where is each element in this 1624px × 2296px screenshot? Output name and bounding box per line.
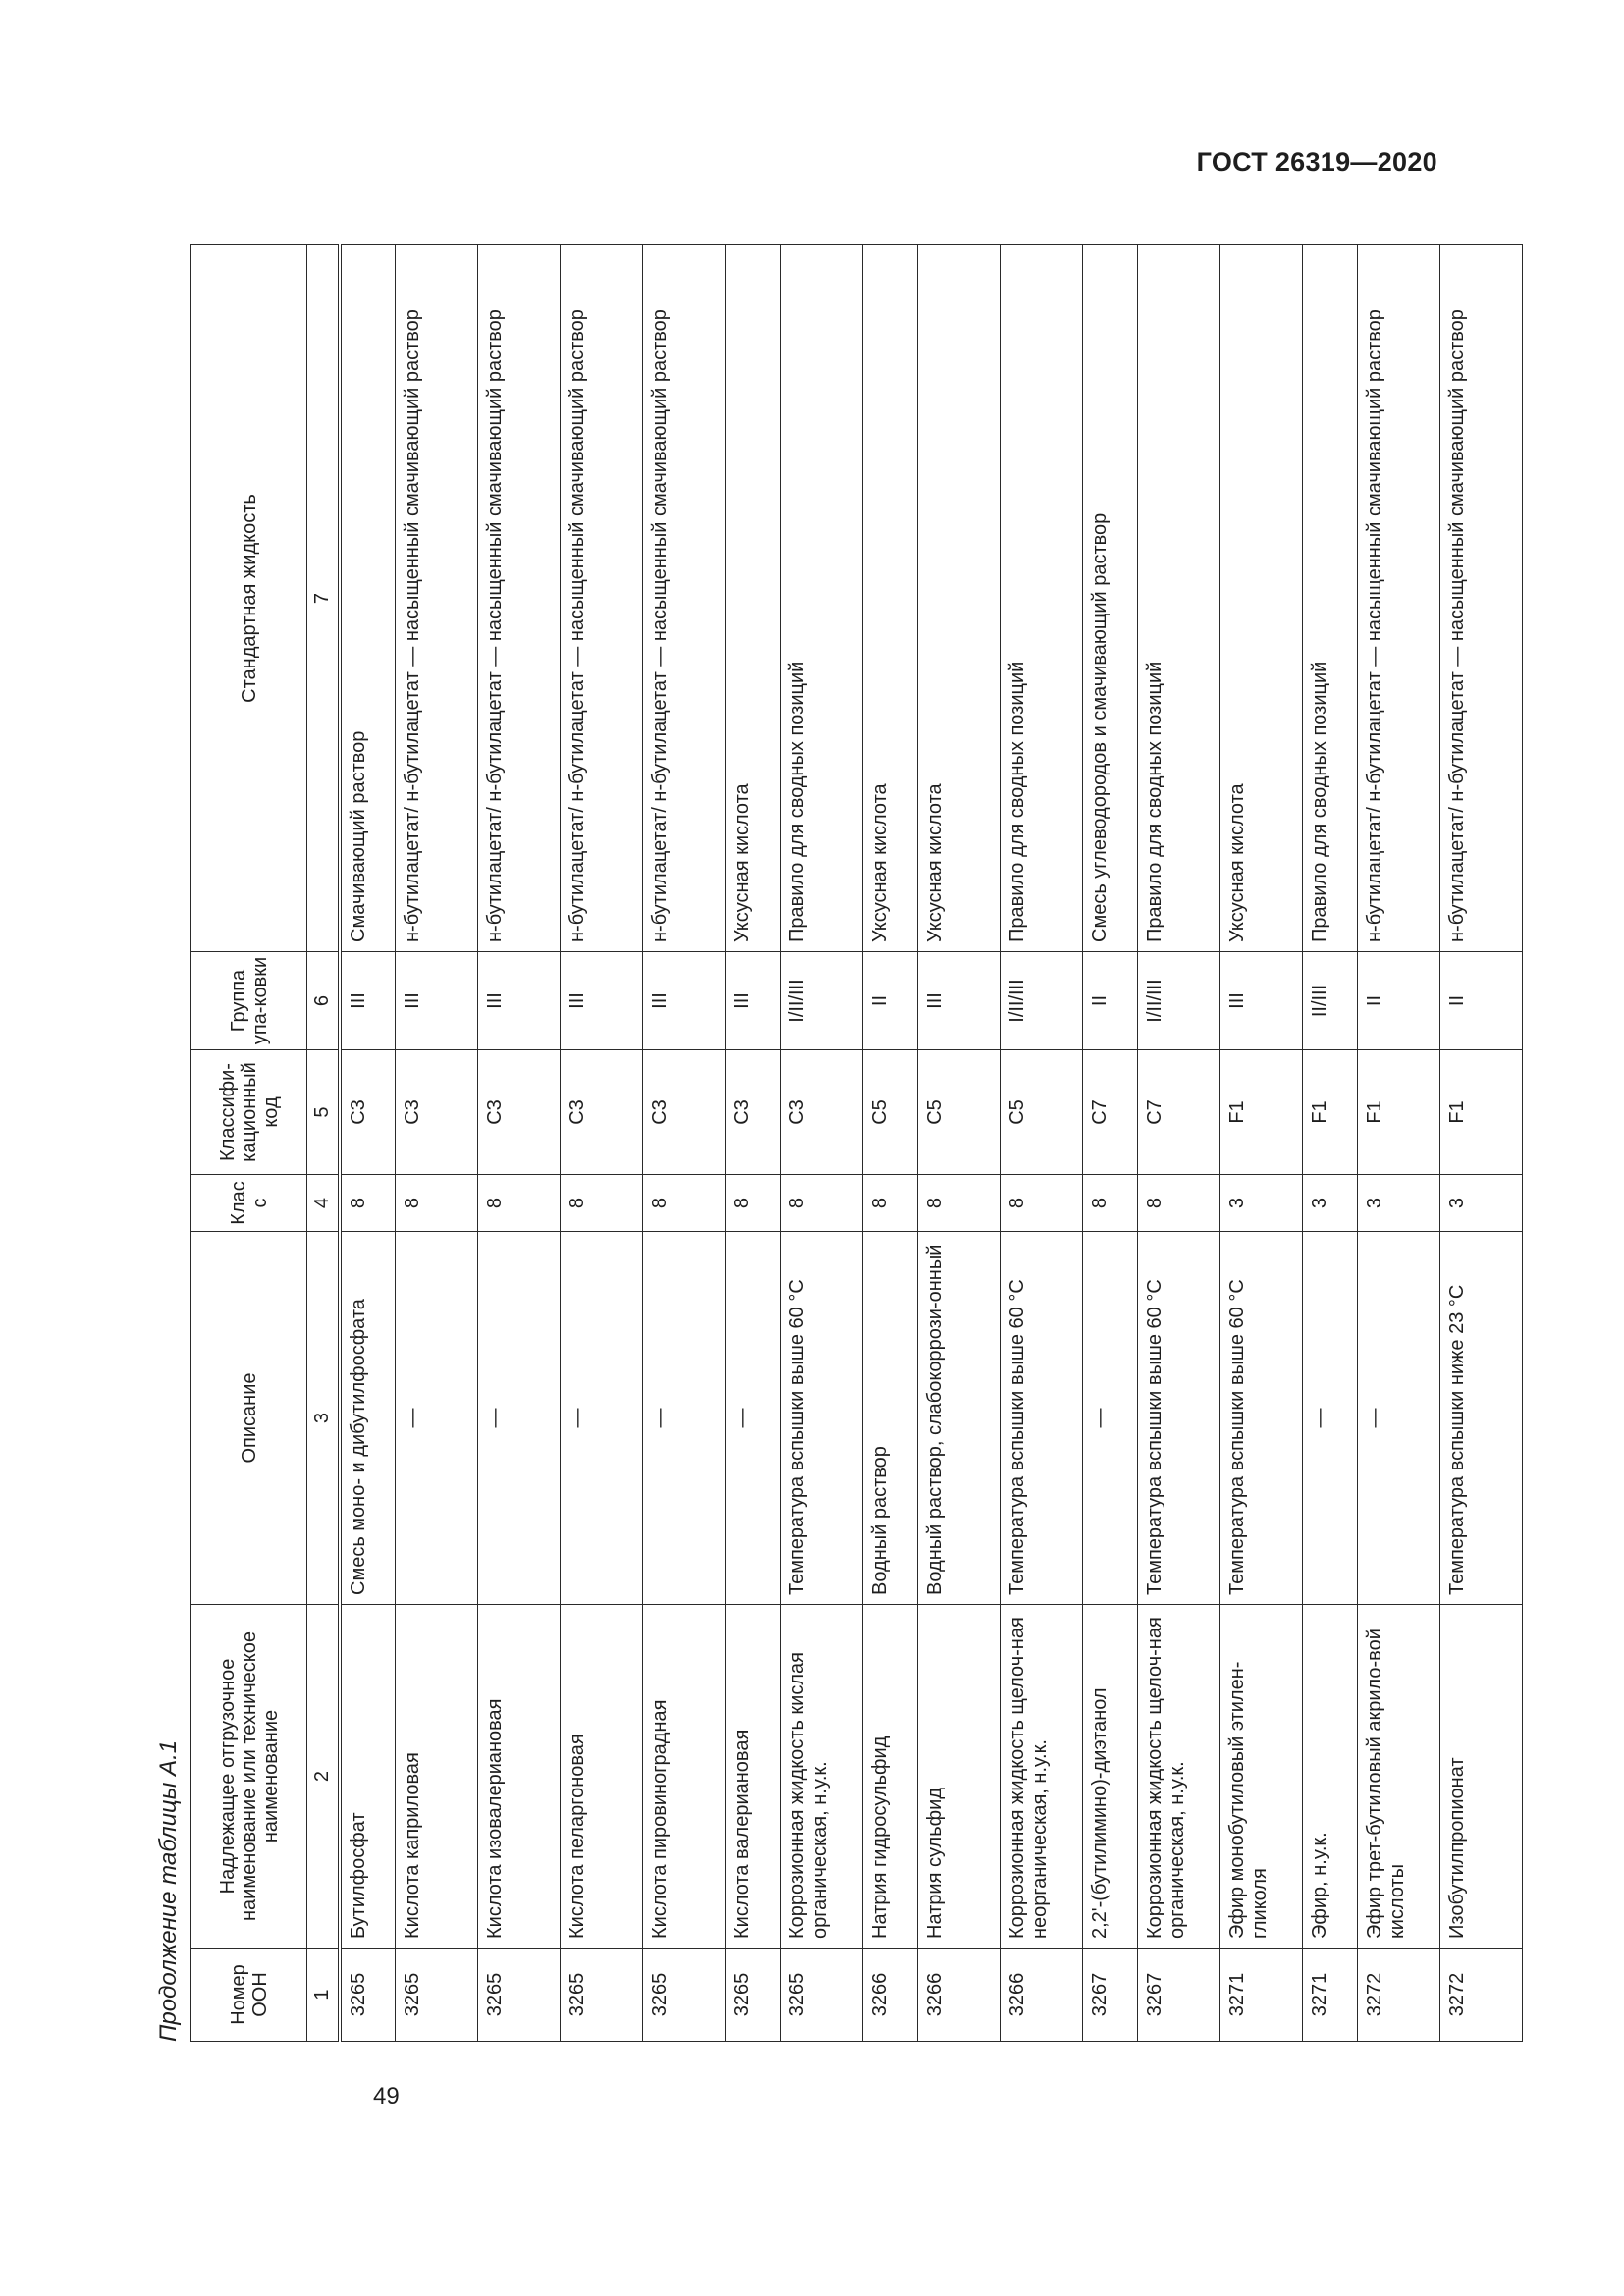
table-row	[642, 245, 725, 2042]
cell-packing-group: III	[725, 952, 780, 1050]
cell-shipping-name: Коррозионная жидкость щелоч-ная органическая, н.у.к.	[1137, 1605, 1219, 1949]
cell-class: 8	[725, 1175, 780, 1232]
cell-standard-liquid: Уксусная кислота	[1219, 245, 1302, 952]
data-table	[190, 244, 1523, 2042]
cell-description: —	[1357, 1232, 1439, 1605]
cell-un-number: 3265	[642, 1949, 725, 2042]
cell-description: —	[642, 1232, 725, 1605]
cell-classification-code: C7	[1082, 1050, 1137, 1175]
cell-packing-group: III	[560, 952, 642, 1050]
cell-description: —	[395, 1232, 477, 1605]
cell-packing-group: I/II/III	[1137, 952, 1219, 1050]
cell-description: Водный раствор	[862, 1232, 917, 1605]
cell-class: 3	[1439, 1175, 1522, 1232]
cell-class: 8	[560, 1175, 642, 1232]
cell-class: 8	[1000, 1175, 1082, 1232]
cell-un-number: 3265	[560, 1949, 642, 2042]
table-frame	[155, 245, 1468, 2042]
cell-packing-group: III	[395, 952, 477, 1050]
cell-shipping-name: Натрия гидросульфид	[862, 1605, 917, 1949]
cell-standard-liquid: Смесь углеводородов и смачивающий раствор	[1082, 245, 1137, 952]
cell-standard-liquid: н-бутилацетат/ н-бутилацетат — насыщенный смачивающий раствор	[477, 245, 560, 952]
cell-un-number: 3271	[1219, 1949, 1302, 2042]
table-row	[780, 245, 862, 2042]
cell-un-number: 3267	[1082, 1949, 1137, 2042]
col-header-un-number: Номер ООН	[191, 1949, 307, 2042]
cell-classification-code: C5	[1000, 1050, 1082, 1175]
table-row	[1439, 245, 1522, 2042]
cell-standard-liquid: н-бутилацетат/ н-бутилацетат — насыщенный смачивающий раствор	[395, 245, 477, 952]
cell-classification-code: C3	[780, 1050, 862, 1175]
cell-classification-code: C3	[477, 1050, 560, 1175]
cell-description: Водный раствор, слабокоррози-онный	[917, 1232, 1000, 1605]
cell-classification-code: C3	[395, 1050, 477, 1175]
table-row	[1137, 245, 1219, 2042]
column-numbers-row	[307, 245, 341, 2042]
cell-classification-code: C5	[862, 1050, 917, 1175]
cell-un-number: 3266	[862, 1949, 917, 2042]
cell-shipping-name: Натрия сульфид	[917, 1605, 1000, 1949]
cell-packing-group: I/II/III	[1000, 952, 1082, 1050]
cell-description: Смесь моно- и дибутилфосфата	[340, 1232, 395, 1605]
table-header-row	[191, 245, 307, 2042]
cell-standard-liquid: н-бутилацетат/ н-бутилацетат — насыщенный смачивающий раствор	[560, 245, 642, 952]
col-header-class: Класс	[191, 1175, 307, 1232]
col-header-classification-code: Классифи-кационный код	[191, 1050, 307, 1175]
col-header-shipping-name: Надлежащее отгрузочное наименование или техническое наименование	[191, 1605, 307, 1949]
col-header-standard-liquid: Стандартная жидкость	[191, 245, 307, 952]
col-number: 6	[307, 952, 341, 1050]
cell-class: 8	[780, 1175, 862, 1232]
cell-classification-code: C3	[560, 1050, 642, 1175]
cell-standard-liquid: Правило для сводных позиций	[1000, 245, 1082, 952]
cell-shipping-name: Коррозионная жидкость щелоч-ная неорганическая, н.у.к.	[1000, 1605, 1082, 1949]
cell-description: —	[725, 1232, 780, 1605]
cell-un-number: 3265	[340, 1949, 395, 2042]
cell-description: Температура вспышки выше 60 °С	[780, 1232, 862, 1605]
cell-classification-code: C7	[1137, 1050, 1219, 1175]
cell-packing-group: I/II/III	[780, 952, 862, 1050]
cell-un-number: 3265	[477, 1949, 560, 2042]
cell-packing-group: III	[642, 952, 725, 1050]
table-row	[1082, 245, 1137, 2042]
col-header-packing-group: Группа упа-ковки	[191, 952, 307, 1050]
cell-standard-liquid: Уксусная кислота	[725, 245, 780, 952]
cell-un-number: 3265	[780, 1949, 862, 2042]
cell-shipping-name: Эфир монобутиловый этилен-гликоля	[1219, 1605, 1302, 1949]
cell-class: 8	[477, 1175, 560, 1232]
cell-shipping-name: Эфир трет-бутиловый акрило-вой кислоты	[1357, 1605, 1439, 1949]
cell-shipping-name: Кислота каприловая	[395, 1605, 477, 1949]
cell-standard-liquid: Смачивающий раствор	[340, 245, 395, 952]
table-caption: Продолжение таблицы А.1	[155, 1739, 182, 2042]
cell-packing-group: III	[1219, 952, 1302, 1050]
table-row	[1357, 245, 1439, 2042]
cell-standard-liquid: Уксусная кислота	[862, 245, 917, 952]
cell-description: —	[1302, 1232, 1357, 1605]
cell-un-number: 3267	[1137, 1949, 1219, 2042]
cell-description: Температура вспышки выше 60 °С	[1000, 1232, 1082, 1605]
cell-standard-liquid: Правило для сводных позиций	[1137, 245, 1219, 952]
cell-class: 8	[1082, 1175, 1137, 1232]
cell-classification-code: C5	[917, 1050, 1000, 1175]
cell-packing-group: II/III	[1302, 952, 1357, 1050]
cell-class: 8	[642, 1175, 725, 1232]
cell-standard-liquid: н-бутилацетат/ н-бутилацетат — насыщенный смачивающий раствор	[642, 245, 725, 952]
cell-packing-group: II	[1082, 952, 1137, 1050]
cell-un-number: 3265	[725, 1949, 780, 2042]
col-header-description: Описание	[191, 1232, 307, 1605]
cell-class: 8	[395, 1175, 477, 1232]
cell-description: Температура вспышки выше 60 °С	[1219, 1232, 1302, 1605]
page-number: 49	[373, 2083, 400, 2109]
cell-description: —	[477, 1232, 560, 1605]
cell-shipping-name: Бутилфосфат	[340, 1605, 395, 1949]
cell-un-number: 3272	[1439, 1949, 1522, 2042]
col-number: 4	[307, 1175, 341, 1232]
cell-classification-code: F1	[1439, 1050, 1522, 1175]
cell-packing-group: II	[1439, 952, 1522, 1050]
cell-un-number: 3266	[917, 1949, 1000, 2042]
cell-class: 3	[1219, 1175, 1302, 1232]
cell-standard-liquid: Правило для сводных позиций	[780, 245, 862, 952]
table-row	[560, 245, 642, 2042]
table-row	[1302, 245, 1357, 2042]
cell-classification-code: C3	[725, 1050, 780, 1175]
table-row	[725, 245, 780, 2042]
rotated-table-container	[155, 245, 1468, 2042]
col-number: 1	[307, 1949, 341, 2042]
cell-standard-liquid: Уксусная кислота	[917, 245, 1000, 952]
cell-class: 8	[862, 1175, 917, 1232]
cell-shipping-name: Кислота пировиноградная	[642, 1605, 725, 1949]
cell-classification-code: F1	[1219, 1050, 1302, 1175]
cell-classification-code: F1	[1302, 1050, 1357, 1175]
table-row	[477, 245, 560, 2042]
cell-class: 3	[1302, 1175, 1357, 1232]
cell-class: 8	[340, 1175, 395, 1232]
table-row	[862, 245, 917, 2042]
cell-un-number: 3265	[395, 1949, 477, 2042]
cell-packing-group: II	[1357, 952, 1439, 1050]
document-standard-header: ГОСТ 26319—2020	[1196, 147, 1437, 177]
cell-classification-code: F1	[1357, 1050, 1439, 1175]
col-number: 2	[307, 1605, 341, 1949]
cell-standard-liquid: н-бутилацетат/ н-бутилацетат — насыщенный смачивающий раствор	[1357, 245, 1439, 952]
cell-description: —	[560, 1232, 642, 1605]
table-row	[1219, 245, 1302, 2042]
cell-class: 8	[1137, 1175, 1219, 1232]
cell-shipping-name: Коррозионная жидкость кислая органическая, н.у.к.	[780, 1605, 862, 1949]
cell-shipping-name: Кислота валериановая	[725, 1605, 780, 1949]
cell-packing-group: III	[477, 952, 560, 1050]
table-row	[917, 245, 1000, 2042]
cell-shipping-name: Изобутилпропионат	[1439, 1605, 1522, 1949]
cell-standard-liquid: н-бутилацетат/ н-бутилацетат — насыщенный смачивающий раствор	[1439, 245, 1522, 952]
table-row	[395, 245, 477, 2042]
cell-classification-code: C3	[642, 1050, 725, 1175]
cell-un-number: 3271	[1302, 1949, 1357, 2042]
table-row	[340, 245, 395, 2042]
cell-classification-code: C3	[340, 1050, 395, 1175]
cell-class: 3	[1357, 1175, 1439, 1232]
cell-packing-group: III	[917, 952, 1000, 1050]
cell-standard-liquid: Правило для сводных позиций	[1302, 245, 1357, 952]
table-row	[1000, 245, 1082, 2042]
cell-packing-group: II	[862, 952, 917, 1050]
cell-description: Температура вспышки выше 60 °С	[1137, 1232, 1219, 1605]
cell-shipping-name: 2,2'-(бутилимино)-диэтанол	[1082, 1605, 1137, 1949]
col-number: 3	[307, 1232, 341, 1605]
cell-description: Температура вспышки ниже 23 °С	[1439, 1232, 1522, 1605]
col-number: 7	[307, 245, 341, 952]
col-number: 5	[307, 1050, 341, 1175]
cell-description: —	[1082, 1232, 1137, 1605]
cell-shipping-name: Кислота изовалериановая	[477, 1605, 560, 1949]
cell-un-number: 3272	[1357, 1949, 1439, 2042]
cell-shipping-name: Кислота пеларгоновая	[560, 1605, 642, 1949]
cell-class: 8	[917, 1175, 1000, 1232]
cell-un-number: 3266	[1000, 1949, 1082, 2042]
cell-shipping-name: Эфир, н.у.к.	[1302, 1605, 1357, 1949]
cell-packing-group: III	[340, 952, 395, 1050]
